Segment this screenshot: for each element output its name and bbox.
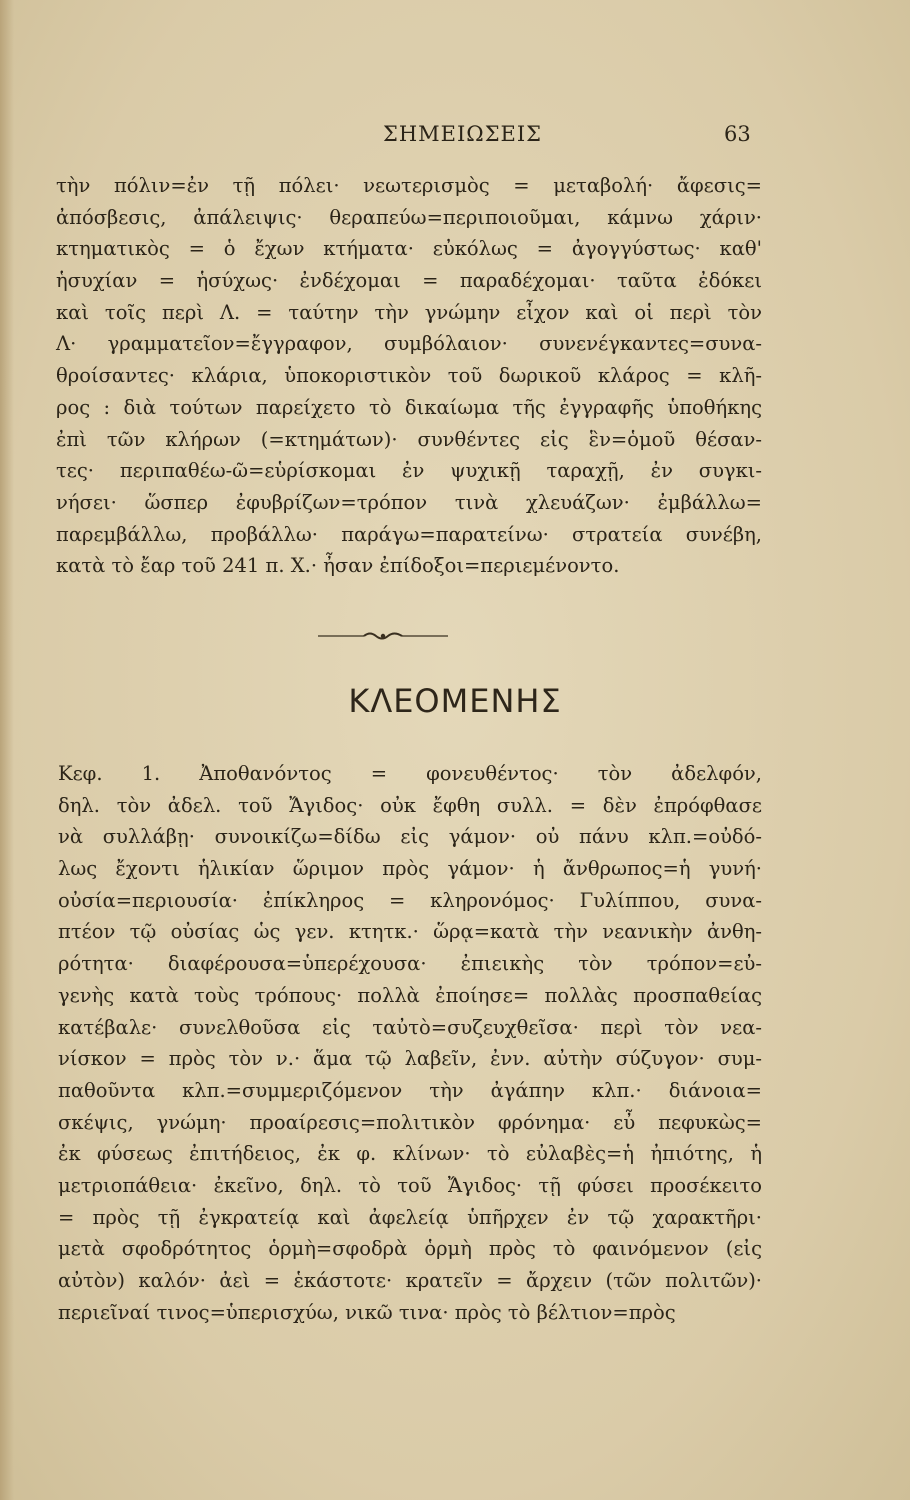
- text-line: ρότητα· διαφέρουσα=ὑπερέχουσα· ἐπιεικὴς τὸν τρόπον=εὐ-: [58, 952, 762, 976]
- text-line: τες· περιπαθέω-ῶ=εὑρίσκομαι ἐν ψυχικῇ ταραχῇ, ἐν συγκι-: [56, 459, 762, 483]
- text-line: παρεμβάλλω, προβάλλω· παράγω=παρατείνω· στρατεία συνέβη,: [56, 522, 762, 546]
- text-line: καὶ τοῖς περὶ Λ. = ταύτην τὴν γνώμην εἶχον καὶ οἱ περὶ τὸν: [56, 300, 762, 324]
- text-line: γενὴς κατὰ τοὺς τρόπους· πολλὰ ἐποίησε= πολλὰς προσπαθείας: [58, 983, 762, 1007]
- text-line: ἀπόσβεσις, ἀπάλειψις· θεραπεύω=περιποιοῦμαι, κάμνω χάριν·: [56, 205, 762, 229]
- text-line: = πρὸς τῇ ἐγκρατείᾳ καὶ ἀφελείᾳ ὑπῆρχεν ἐν τῷ χαρακτῆρι·: [58, 1205, 762, 1229]
- text-line: δηλ. τὸν ἀδελ. τοῦ Ἄγιδος· οὐκ ἔφθη συλλ. = δὲν ἐπρόφθασε: [58, 793, 762, 817]
- text-line: λως ἔχοντι ἡλικίαν ὥριμον πρὸς γάμον· ἡ ἄνθρωπος=ἡ γυνή·: [58, 857, 762, 881]
- text-line: τὴν πόλιν=ἐν τῇ πόλει· νεωτερισμὸς = μεταβολή· ἄφεσις=: [56, 174, 762, 197]
- running-head-title: ΣΗΜΕΙΩΣΕΙΣ: [383, 122, 543, 146]
- text-line: περιεῖναί τινος=ὑπερισχύω, νικῶ τινα· πρὸς τὸ βέλτιον=πρὸς: [58, 1300, 676, 1324]
- text-line: νήσει· ὥσπερ ἐφυβρίζων=τρόπον τινὰ χλευάζων· ἐμβάλλω=: [56, 490, 762, 514]
- text-line: κατέβαλε· συνελθοῦσα εἰς ταὐτὸ=συζευχθεῖσα· περὶ τὸν νεα-: [58, 1015, 762, 1039]
- running-head: [0, 122, 910, 152]
- section-divider-ornament: [318, 630, 448, 642]
- text-line: αὐτὸν) καλόν· ἀεὶ = ἑκάστοτε· κρατεῖν = ἄρχειν (τῶν πολιτῶν)·: [58, 1269, 762, 1292]
- text-line: ἐκ φύσεως ἐπιτήδειος, ἐκ φ. κλίνων· τὸ εὐλαβὲς=ἡ ἠπιότης, ἡ: [58, 1142, 762, 1166]
- chapter-text-block: [58, 758, 762, 1328]
- text-line: οὐσία=περιουσία· ἐπίκληρος = κληρονόμος· Γυλίππου, συνα-: [58, 888, 762, 912]
- text-line: παθοῦντα κλπ.=συμμεριζόμενον τὴν ἀγάπην κλπ.· διάνοια=: [58, 1078, 762, 1102]
- text-line: θροίσαντες· κλάρια, ὑποκοριστικὸν τοῦ δωρικοῦ κλάρος = κλῆ-: [56, 364, 762, 388]
- text-line: νίσκον = πρὸς τὸν ν.· ἅμα τῷ λαβεῖν, ἐνν. αὐτὴν σύζυγον· συμ-: [58, 1047, 762, 1071]
- page-number: 63: [724, 122, 751, 146]
- text-line: πτέον τῷ οὐσίας ὡς γεν. κτητκ.· ὥρᾳ=κατὰ τὴν νεανικὴν ἀνθη-: [58, 920, 762, 944]
- text-line: ἐπὶ τῶν κλήρων (=κτημάτων)· συνθέντες εἰς ἓν=ὁμοῦ θέσαν-: [56, 427, 762, 451]
- text-line: Κεφ. 1. Ἀποθανόντος = φονευθέντος· τὸν ἀδελφόν,: [58, 762, 762, 785]
- chapter-title: ΚΛΕΟΜΕΝΗΣ: [348, 682, 562, 720]
- text-line: νὰ συλλάβῃ· συνοικίζω=δίδω εἰς γάμον· οὐ πάνυ κλπ.=οὐδό-: [58, 825, 762, 849]
- text-line: σκέψις, γνώμη· προαίρεσις=πολιτικὸν φρόνημα· εὖ πεφυκὼς=: [58, 1110, 762, 1134]
- text-line: ρος : διὰ τούτων παρείχετο τὸ δικαίωμα τῆς ἐγγραφῆς ὑποθήκης: [56, 395, 762, 419]
- text-line: Λ· γραμματεῖον=ἔγγραφον, συμβόλαιον· συνενέγκαντες=συνα-: [56, 332, 762, 356]
- text-line: ἡσυχίαν = ἡσύχως· ἐνδέχομαι = παραδέχομαι· ταῦτα ἐδόκει: [56, 269, 762, 293]
- notes-text-block: [56, 170, 762, 582]
- text-line: μετὰ σφοδρότητος ὁρμὴ=σφοδρὰ ὁρμὴ πρὸς τὸ φαινόμενον (εἰς: [58, 1237, 762, 1261]
- text-line: μετριοπάθεια· ἐκεῖνο, δηλ. τὸ τοῦ Ἄγιδος· τῇ φύσει προσέκειτο: [58, 1173, 762, 1197]
- page-gutter-shadow: [0, 0, 14, 1500]
- text-line: κτηματικὸς = ὁ ἔχων κτήματα· εὐκόλως = ἀγογγύστως· καθ': [56, 237, 762, 261]
- text-line: κατὰ τὸ ἔαρ τοῦ 241 π. Χ.· ἦσαν ἐπίδοξοι=περιεμένοντο.: [56, 554, 620, 578]
